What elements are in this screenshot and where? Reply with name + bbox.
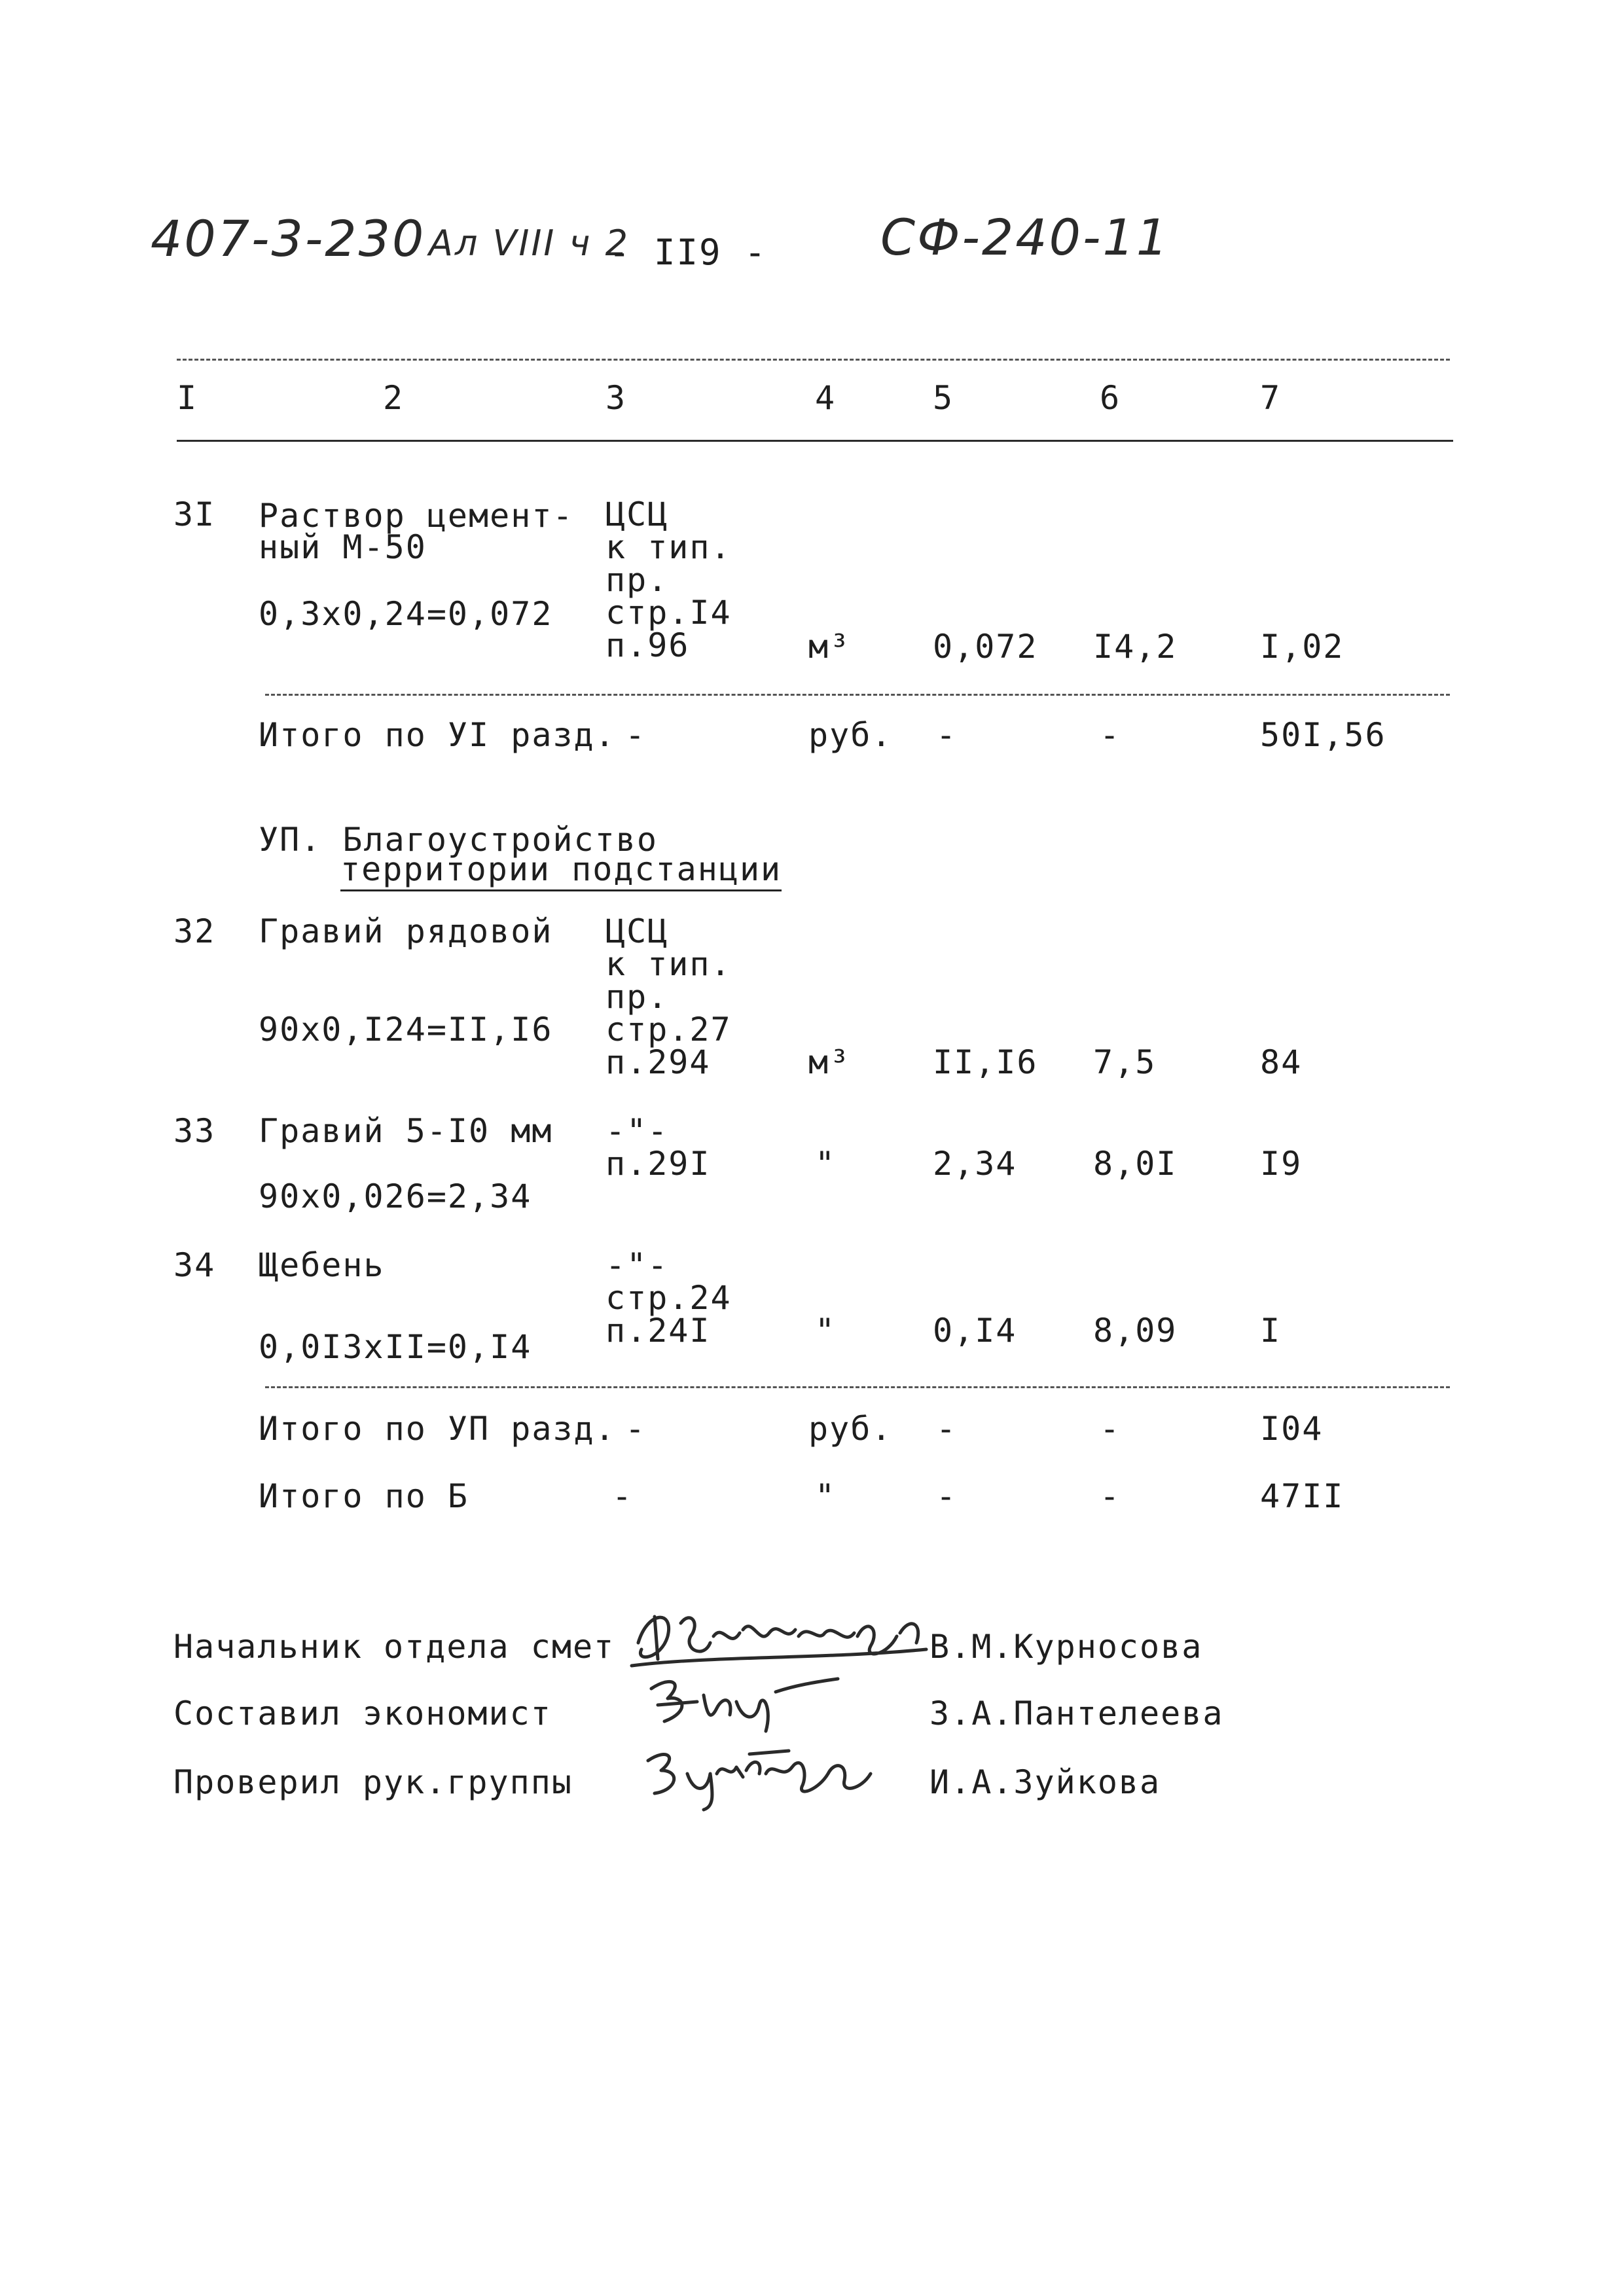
unit: м³ bbox=[808, 1043, 851, 1081]
ref-line: стр.I4 bbox=[605, 594, 732, 632]
unit: м³ bbox=[808, 628, 851, 666]
signatory-name: И.А.Зуйкова bbox=[929, 1763, 1161, 1801]
handwritten-signature bbox=[645, 1669, 841, 1741]
unit-price: 8,0I bbox=[1093, 1145, 1178, 1183]
total-cost: 84 bbox=[1260, 1043, 1303, 1081]
signatory-role: Проверил рук.группы bbox=[173, 1763, 573, 1801]
album-ref: Ал VIII ч 2 bbox=[429, 223, 630, 264]
subtotal-total: I04 bbox=[1260, 1410, 1324, 1448]
unit-price: 8,09 bbox=[1093, 1312, 1178, 1350]
subtotal-ref: - bbox=[625, 1410, 647, 1448]
item-formula: 90х0,I24=II,I6 bbox=[259, 1011, 553, 1049]
item-formula: 0,3х0,24=0,072 bbox=[259, 595, 553, 633]
ref-line: -"- bbox=[605, 1246, 669, 1284]
subtotal-unit: руб. bbox=[808, 716, 893, 754]
ref-line: ЦСЦ bbox=[605, 495, 669, 533]
header-bottom-rule bbox=[177, 440, 1453, 442]
signatory-name: З.А.Пантелеева bbox=[929, 1695, 1224, 1732]
divider-rule bbox=[265, 1386, 1450, 1388]
handwritten-signature bbox=[628, 1597, 936, 1676]
table-top-rule bbox=[177, 359, 1450, 361]
total-unit: " bbox=[815, 1477, 837, 1515]
subtotal-total: 50I,56 bbox=[1260, 716, 1386, 754]
item-formula: 0,0I3хII=0,I4 bbox=[259, 1328, 532, 1366]
total-total: 47II bbox=[1260, 1477, 1344, 1515]
total-label: Итого по Б bbox=[259, 1477, 469, 1515]
item-name: Раствор цемент- bbox=[259, 497, 574, 535]
item-name: Гравий рядовой bbox=[259, 912, 553, 950]
subtotal-qty: - bbox=[936, 716, 958, 754]
total-cost: I,02 bbox=[1260, 628, 1344, 666]
signatory-name: В.М.Курносова bbox=[929, 1628, 1203, 1666]
unit-price: 7,5 bbox=[1093, 1043, 1157, 1081]
col-header-6: 6 bbox=[1100, 379, 1121, 417]
doc-number: 407-3-230 bbox=[151, 209, 426, 268]
col-header-1: I bbox=[177, 379, 198, 417]
unit: " bbox=[815, 1312, 837, 1350]
ref-line: пр. bbox=[605, 561, 669, 599]
total-cost: I bbox=[1260, 1312, 1282, 1350]
item-formula: 90х0,026=2,34 bbox=[259, 1177, 532, 1215]
row-number: 32 bbox=[173, 912, 216, 950]
total-ref: - bbox=[612, 1477, 634, 1515]
subtotal-price: - bbox=[1100, 1410, 1121, 1448]
ref-line: п.96 bbox=[605, 626, 690, 664]
total-price: - bbox=[1100, 1477, 1121, 1515]
total-qty: - bbox=[936, 1477, 958, 1515]
ref-line: стр.27 bbox=[605, 1011, 732, 1049]
subtotal-label: Итого по УП разд. bbox=[259, 1410, 616, 1448]
section-title-continued bbox=[340, 851, 782, 888]
col-header-4: 4 bbox=[815, 379, 837, 417]
row-number: 3I bbox=[173, 495, 216, 533]
ref-line: п.29I bbox=[605, 1145, 711, 1183]
total-cost: I9 bbox=[1260, 1145, 1303, 1183]
quantity: II,I6 bbox=[933, 1043, 1038, 1081]
unit: " bbox=[815, 1145, 837, 1183]
subtotal-unit: руб. bbox=[808, 1410, 893, 1448]
subtotal-label: Итого по УI разд. bbox=[259, 716, 616, 754]
ref-line: п.294 bbox=[605, 1043, 711, 1081]
section-title: УП. Благоустройство bbox=[259, 821, 658, 859]
page-number: - II9 - bbox=[609, 232, 767, 273]
item-name: Щебень bbox=[259, 1246, 385, 1284]
quantity: 0,I4 bbox=[933, 1312, 1017, 1350]
ref-line: к тип. bbox=[605, 528, 732, 566]
doc-code: СФ-240-11 bbox=[880, 208, 1170, 266]
col-header-2: 2 bbox=[383, 379, 405, 417]
ref-line: ЦСЦ bbox=[605, 912, 669, 950]
subtotal-qty: - bbox=[936, 1410, 958, 1448]
row-number: 34 bbox=[173, 1246, 216, 1284]
ref-line: п.24I bbox=[605, 1312, 711, 1350]
unit-price: I4,2 bbox=[1093, 628, 1178, 666]
item-name-continued: ный М-50 bbox=[259, 528, 427, 566]
section-title-underlined: территории подстанции bbox=[340, 850, 782, 891]
col-header-3: 3 bbox=[605, 379, 627, 417]
quantity: 2,34 bbox=[933, 1145, 1017, 1183]
divider-rule bbox=[265, 694, 1450, 696]
signatory-role: Начальник отдела смет bbox=[173, 1628, 615, 1666]
ref-line: -"- bbox=[605, 1112, 669, 1150]
item-name: Гравий 5-I0 мм bbox=[259, 1112, 553, 1150]
quantity: 0,072 bbox=[933, 628, 1038, 666]
handwritten-signature bbox=[638, 1734, 880, 1813]
ref-line: стр.24 bbox=[605, 1279, 732, 1317]
ref-line: пр. bbox=[605, 978, 669, 1016]
col-header-5: 5 bbox=[933, 379, 954, 417]
ref-line: к тип. bbox=[605, 945, 732, 983]
col-header-7: 7 bbox=[1260, 379, 1282, 417]
subtotal-price: - bbox=[1100, 716, 1121, 754]
subtotal-ref: - bbox=[625, 716, 647, 754]
row-number: 33 bbox=[173, 1112, 216, 1150]
signatory-role: Составил экономист bbox=[173, 1695, 552, 1732]
